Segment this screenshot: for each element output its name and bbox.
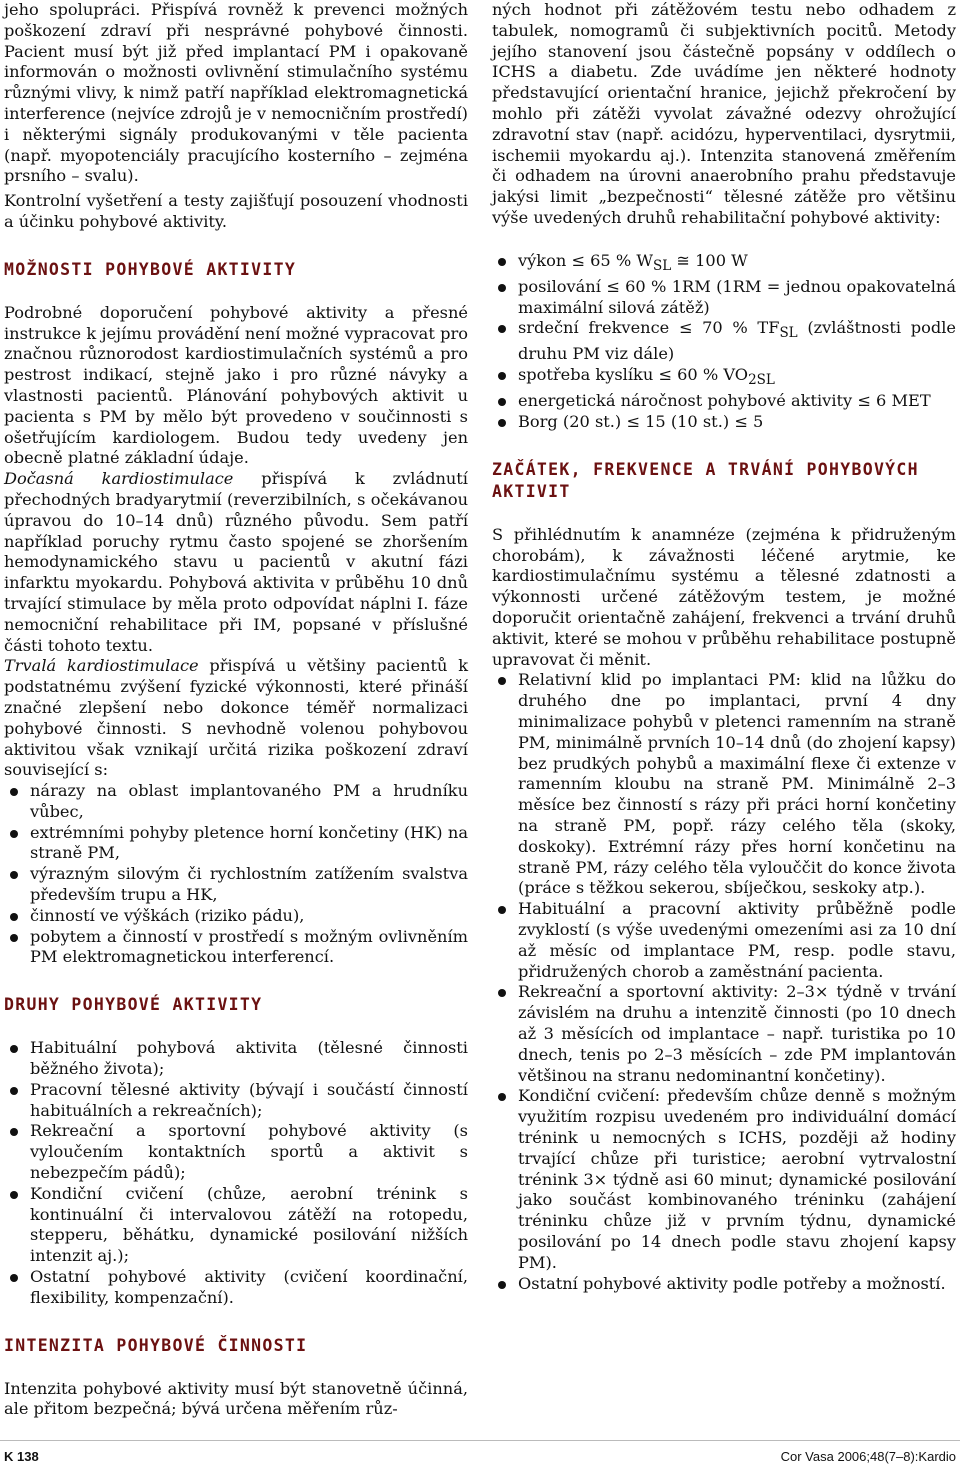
subscript: SL xyxy=(779,325,798,342)
limit-text: výkon ≤ 65 % W xyxy=(518,250,654,270)
italic-term: Trvalá kardiostimulace xyxy=(4,656,199,676)
section-heading-zacatek: ZAČÁTEK, FREKVENCE A TRVÁNÍ POHYBOVÝCH AKTIVIT xyxy=(492,459,919,501)
list-item: Habituální pohybová aktivita (tělesné činnosti běžného života); xyxy=(4,1038,468,1080)
list-item xyxy=(492,251,956,277)
list-item: Rekreační a sportovní pohybové aktivity (s vyloučením kontaktních sportů a aktivit s nebezpečím pádů); xyxy=(4,1121,468,1183)
page-number: K 138 xyxy=(4,1449,39,1464)
left-column xyxy=(4,0,468,1420)
list-item: Rekreační a sportovní aktivity: 2–3× týdně v trvání závislém na druhu a intenzitě činnosti (po 10 dnech až 3 měsících od implantace – např. turistika po 10 dnech, tenis po 2–3 měsících – zde PM implantován většinou na stranu nedominantní končetiny). xyxy=(492,982,956,1086)
list-item xyxy=(492,391,956,412)
list-item xyxy=(492,318,956,365)
section-heading-druhy: DRUHY POHYBOVÉ AKTIVITY xyxy=(4,995,263,1015)
limits-list xyxy=(492,251,956,433)
list-item: Kondiční cvičení: především chůze denně s možným využitím rozpisu uvedeném pro individuální domácí trénink u nemocných s ICHS, později až hodiny trvající chůze při turistice; aerobní vytrvalostní trénink 3× týdně asi 60 minut; dynamické posilování jako součást kombinovaného tréninku (zahájení tréninku chůze již v prvním týdnu, dynamické posilování po 14 dnech podle stavu zhojení kapsy PM). xyxy=(492,1086,956,1273)
list-item xyxy=(492,277,956,319)
list-item xyxy=(492,412,956,433)
section-heading-moznosti: MOŽNOSTI POHYBOVÉ AKTIVITY xyxy=(4,259,297,279)
paragraph xyxy=(4,469,468,656)
italic-term: Dočasná kardiostimulace xyxy=(4,469,234,489)
subscript: 2SL xyxy=(748,372,775,389)
list-item: nárazy na oblast implantovaného PM a hrudníku vůbec, xyxy=(4,781,468,823)
limit-text: posilování ≤ 60 % 1RM (1RM = jednou opakovatelná maximální silová zátěž) xyxy=(518,276,956,317)
risk-list xyxy=(4,781,468,968)
paragraph: ných hodnot při zátěžovém testu nebo odhadem z tabulek, nomogramů či subjektivních pocitů. Metody jejího stanovení jsou částečně popsány v oddílech o ICHS a diabetu. Zde uvádíme jen některé hodnoty představující orientační hranice, jejichž překročení by mohlo při zátěži vyvolat závažné odezvy ohrožující zdravotní stav (např. acidózu, hyperventilaci, dysrytmii, ischemii myokardu aj.). Intenzita stanovená změřením či odhadem na úrovni anaerobního prahu představuje jakýsi limit „bezpečnosti“ tělesné zátěže pro většinu výše uvedených druhů rehabilitační pohybové aktivity: xyxy=(492,0,956,227)
list-item: výrazným silovým či rychlostním zatížením svalstva především trupu a HK, xyxy=(4,864,468,906)
list-item: Kondiční cvičení (chůze, aerobní trénink s kontinuální či intervalovou zátěží na rotopedu, stepperu, běhátku, dynamické posilování nižších intenzit aj.); xyxy=(4,1184,468,1267)
subscript: SL xyxy=(653,258,672,274)
paragraph: S přihlédnutím k anamnéze (zejména k přidruženým chorobám), k závažnosti léčené arytmie, ke kardiostimulačnímu systému a tělesné zdatnosti a výkonnosti určené zátěžovým testem, je možné doporučit orientačně zahájení, frekvenci a trvání druhů aktivit, které se mohou v průběhu rehabilitace postupně upravovat či měnit. xyxy=(492,524,956,669)
list-item: Relativní klid po implantaci PM: klid na lůžku do druhého dne po implantaci, první 4 dny minimalizace pohybů v pletenci ramenním na straně PM, minimálně prvních 10–14 dnů (do zhojení kapsy) bez prudkých pohybů a maximální flexe či extenze v ramenním kloubu na straně PM. Minimálně 2–3 měsíce bez činností s rázy při práci horní končetiny na straně PM, popř. rázy celého těla (skoky, doskoky). Extrémní rázy přes horní končetinu na straně PM, rázy celého těla vylouččit do konce života (práce s těžkou sekerou, sbíječkou, seskoky atp.). xyxy=(492,670,956,899)
paragraph: Kontrolní vyšetření a testy zajišťují posouzení vhodnosti a účinku pohybové aktivity. xyxy=(4,191,468,231)
list-item: Habituální a pracovní aktivity průběžně podle zvyklostí (s výše uvedenými omezeními asi za 10 dní až měsíc od implantace PM, resp. podle stavu, přidružených chorob a zaměstnání pacienta. xyxy=(492,899,956,982)
paragraph-text: přispívá k zvládnutí přechodných bradyarytmií (reverzibilních, s očekávanou úpravou do 10–14 dnů) různého původu. Sem patří například poruchy rytmu často spojené se zhoršením hemodynamického stavu u pacientů v akutní fázi infarktu myokardu. Pohybová aktivita v průběhu 10 dnů trvající stimulace by měla proto odpovídat náplni I. fáze nemocniční rehabilitace při IM, popsané v příslušné části tohoto textu. xyxy=(4,469,468,655)
limit-text: ≅ 100 W xyxy=(671,250,748,270)
limit-text: spotřeba kyslíku ≤ 60 % VO xyxy=(518,365,749,385)
paragraph-text: přispívá u většiny pacientů k podstatnému zvýšení fyzické výkonnosti, které přináší značné zlepšení nebo dokonce téměř normalizaci pohybové činnosti. S nevhodně volenou pohybovou aktivitou však vznikají určitá rizika poškození zdraví související s: xyxy=(4,656,469,780)
list-item: činností ve výškách (riziko pádu), xyxy=(4,906,468,927)
types-list xyxy=(4,1038,468,1308)
limit-text: (zvláštnosti podle druhu PM viz dále) xyxy=(518,318,956,364)
list-item xyxy=(492,365,956,391)
paragraph: jeho spolupráci. Přispívá rovněž k prevenci možných poškození zdraví při nesprávné pohybové činnosti. Pacient musí být již před implantací PM i opakovaně informován o možnosti ovlivnění stimulačního systému různými vlivy, k nimž patří například elektromagnetická interference (nejvíce zdrojů je v nemocničním prostředí) i některými signály produkovanými v těle pacienta (např. myopotenciály pracujícího kosterního – zejména prsního – svalu). xyxy=(4,0,468,186)
list-item: Ostatní pohybové aktivity podle potřeby a možností. xyxy=(492,1274,956,1295)
paragraph: Intenzita pohybové aktivity musí být stanovetně účinná, ale přitom bezpečná; bývá určena měřením růz- xyxy=(4,1378,468,1419)
limit-text: energetická náročnost pohybové aktivity ≤ 6 MET xyxy=(518,391,931,411)
list-item: pobytem a činností v prostředí s možným ovlivněním PM elektromagnetickou interferencí. xyxy=(4,927,468,969)
limit-text: Borg (20 st.) ≤ 15 (10 st.) ≤ 5 xyxy=(518,412,764,432)
section-heading-intenzita: INTENZITA POHYBOVÉ ČINNOSTI xyxy=(4,1335,308,1355)
journal-reference: Cor Vasa 2006;48(7–8):Kardio xyxy=(780,1449,956,1464)
list-item: extrémními pohyby pletence horní končetiny (HK) na straně PM, xyxy=(4,823,468,865)
paragraph xyxy=(4,656,468,781)
limit-text: srdeční frekvence ≤ 70 % TF xyxy=(518,318,780,338)
phases-list xyxy=(492,670,956,1294)
list-item: Pracovní tělesné aktivity (bývají i součástí činností habituálních a rekreačních); xyxy=(4,1080,468,1122)
page-footer xyxy=(0,1440,960,1465)
list-item: Ostatní pohybové aktivity (cvičení koordinační, flexibility, kompenzační). xyxy=(4,1267,468,1309)
paragraph: Podrobné doporučení pohybové aktivity a přesné instrukce k jejímu provádění není možné vypracovat pro značnou různorodost kardiostimulačních systémů a pro pestrost indikací, stejně jako i pro různé návyky a vlastnosti pacientů. Plánování pohybových aktivit u pacienta s PM by mělo být provedeno v součinnosti s ošetřujícím kardiologem. Budou tedy uvedeny jen obecně platné základní údaje. xyxy=(4,302,468,468)
right-column xyxy=(492,0,956,1294)
